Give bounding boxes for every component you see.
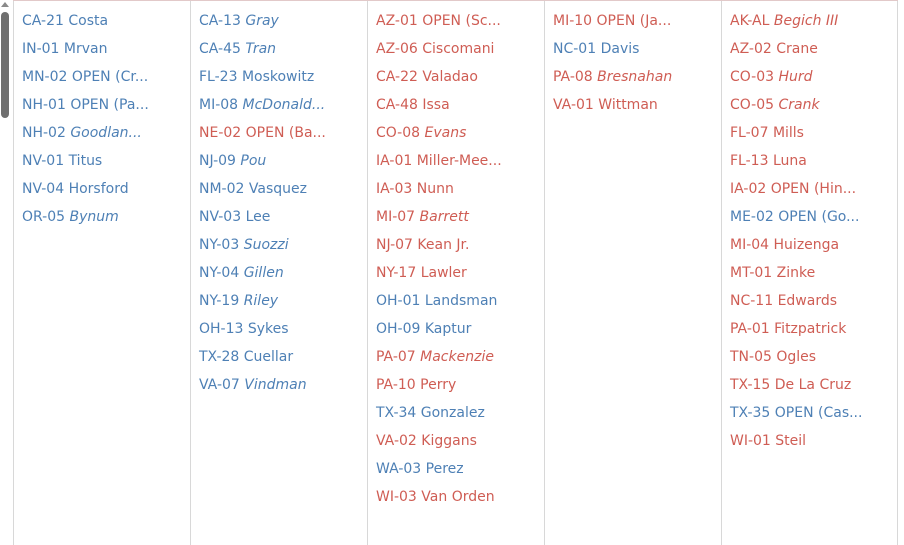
district-list-item[interactable] bbox=[722, 122, 885, 150]
candidate-name: Landsman bbox=[424, 293, 498, 309]
district-list-item[interactable] bbox=[191, 66, 354, 94]
candidate-name: Ciscomani bbox=[422, 41, 495, 57]
district-list-item[interactable] bbox=[722, 346, 885, 374]
candidate-name: OPEN (Go... bbox=[778, 209, 860, 225]
district-list-item[interactable] bbox=[191, 206, 354, 234]
district-list-item[interactable] bbox=[545, 10, 708, 38]
candidate-name: Kaptur bbox=[424, 321, 472, 337]
district-code: TX-35 bbox=[730, 405, 771, 421]
district-list-item[interactable] bbox=[545, 66, 708, 94]
district-list-item[interactable] bbox=[722, 178, 885, 206]
district-code: PA-07 bbox=[376, 349, 416, 365]
district-code: CA-45 bbox=[199, 41, 241, 57]
district-code: MI-10 bbox=[553, 13, 593, 29]
candidate-name: Suozzi bbox=[243, 237, 289, 253]
rating-column bbox=[367, 1, 544, 545]
district-code: TX-34 bbox=[376, 405, 417, 421]
district-code: CO-08 bbox=[376, 125, 421, 141]
district-code: NE-02 bbox=[199, 125, 242, 141]
district-list-item[interactable] bbox=[368, 94, 531, 122]
district-code: NJ-09 bbox=[199, 153, 236, 169]
district-code: TX-15 bbox=[730, 377, 771, 393]
district-code: AZ-06 bbox=[376, 41, 418, 57]
candidate-name: Luna bbox=[772, 153, 807, 169]
district-code: MN-02 bbox=[22, 69, 68, 85]
candidate-name: Wittman bbox=[598, 97, 658, 113]
candidate-name: Gillen bbox=[243, 265, 284, 281]
candidate-name: Vindman bbox=[244, 377, 307, 393]
candidate-name: OPEN (Ja... bbox=[596, 13, 672, 29]
candidate-name: McDonald... bbox=[242, 97, 326, 113]
district-code: NM-02 bbox=[199, 181, 245, 197]
district-code: CA-48 bbox=[376, 97, 418, 113]
candidate-name: OPEN (Pa... bbox=[70, 97, 149, 113]
district-list-item[interactable] bbox=[368, 122, 531, 150]
candidate-name: Perry bbox=[420, 377, 457, 393]
candidate-name: Titus bbox=[68, 153, 103, 169]
district-list-item[interactable] bbox=[191, 122, 354, 150]
district-list-item[interactable] bbox=[191, 178, 354, 206]
candidate-name: Kean Jr. bbox=[417, 237, 470, 253]
district-code: CA-13 bbox=[199, 13, 241, 29]
district-code: TN-05 bbox=[730, 349, 772, 365]
candidate-name: Zinke bbox=[776, 265, 816, 281]
district-list-item[interactable] bbox=[368, 486, 531, 514]
candidate-name: Lawler bbox=[420, 265, 467, 281]
district-code: NH-02 bbox=[22, 125, 66, 141]
candidate-name: Sykes bbox=[247, 321, 289, 337]
district-code: MT-01 bbox=[730, 265, 773, 281]
district-list-item[interactable] bbox=[722, 234, 885, 262]
district-list-item[interactable] bbox=[368, 374, 531, 402]
candidate-name: Lee bbox=[245, 209, 271, 225]
candidate-name: Crane bbox=[776, 41, 818, 57]
district-list-item[interactable] bbox=[14, 150, 177, 178]
candidate-name: Cuellar bbox=[243, 349, 294, 365]
district-code: WA-03 bbox=[376, 461, 422, 477]
candidate-name: Ogles bbox=[776, 349, 817, 365]
race-rating-columns bbox=[13, 1, 898, 545]
district-list-item[interactable] bbox=[722, 430, 885, 458]
district-code: CA-21 bbox=[22, 13, 64, 29]
district-code: NY-04 bbox=[199, 265, 240, 281]
district-code: NC-01 bbox=[553, 41, 597, 57]
candidate-name: OPEN (Sc... bbox=[422, 13, 501, 29]
candidate-name: Bresnahan bbox=[597, 69, 673, 85]
district-code: NY-19 bbox=[199, 293, 240, 309]
district-code: TX-28 bbox=[199, 349, 240, 365]
rating-column bbox=[13, 1, 190, 545]
district-code: IA-01 bbox=[376, 153, 413, 169]
district-list-item[interactable] bbox=[14, 38, 177, 66]
district-list-item[interactable] bbox=[722, 150, 885, 178]
candidate-name: Fitzpatrick bbox=[774, 321, 847, 337]
district-code: OH-13 bbox=[199, 321, 244, 337]
district-list-item[interactable] bbox=[14, 66, 177, 94]
district-code: OH-09 bbox=[376, 321, 421, 337]
candidate-name: OPEN (Hin... bbox=[770, 181, 857, 197]
district-code: NY-17 bbox=[376, 265, 417, 281]
district-list-item[interactable] bbox=[545, 94, 708, 122]
district-list-item[interactable] bbox=[191, 94, 354, 122]
district-code: NJ-07 bbox=[376, 237, 413, 253]
district-code: AK-AL bbox=[730, 13, 770, 29]
district-code: NV-01 bbox=[22, 153, 65, 169]
district-code: ME-02 bbox=[730, 209, 774, 225]
candidate-name: Tran bbox=[245, 41, 277, 57]
district-list-item[interactable] bbox=[368, 206, 531, 234]
candidate-name: OPEN (Cr... bbox=[71, 69, 149, 85]
district-list-item[interactable] bbox=[722, 402, 885, 430]
candidate-name: Gonzalez bbox=[420, 405, 485, 421]
candidate-name: Bynum bbox=[69, 209, 119, 225]
rating-column bbox=[544, 1, 721, 545]
district-list-item[interactable] bbox=[545, 38, 708, 66]
district-code: IA-02 bbox=[730, 181, 767, 197]
district-code: IN-01 bbox=[22, 41, 60, 57]
district-code: MI-07 bbox=[376, 209, 416, 225]
candidate-name: OPEN (Cas... bbox=[774, 405, 863, 421]
district-code: CO-03 bbox=[730, 69, 775, 85]
district-code: WI-03 bbox=[376, 489, 417, 505]
district-code: VA-01 bbox=[553, 97, 594, 113]
candidate-name: Begich III bbox=[773, 13, 839, 29]
district-code: PA-08 bbox=[553, 69, 593, 85]
district-list-item[interactable] bbox=[14, 206, 177, 234]
district-code: MI-08 bbox=[199, 97, 239, 113]
district-list-item[interactable] bbox=[191, 10, 354, 38]
district-list-item[interactable] bbox=[368, 346, 531, 374]
scrollbar-thumb[interactable] bbox=[1, 12, 9, 118]
district-code: NV-04 bbox=[22, 181, 65, 197]
rating-column bbox=[190, 1, 367, 545]
district-list-item[interactable] bbox=[14, 94, 177, 122]
candidate-name: Crank bbox=[778, 97, 820, 113]
district-list-item[interactable] bbox=[368, 402, 531, 430]
district-code: MI-04 bbox=[730, 237, 770, 253]
district-list-item[interactable] bbox=[722, 66, 885, 94]
district-code: NV-03 bbox=[199, 209, 242, 225]
district-list-item[interactable] bbox=[722, 262, 885, 290]
candidate-name: Davis bbox=[600, 41, 640, 57]
vertical-scrollbar[interactable] bbox=[0, 0, 12, 545]
district-list-item[interactable] bbox=[368, 318, 531, 346]
candidate-name: Nunn bbox=[416, 181, 454, 197]
district-code: OR-05 bbox=[22, 209, 66, 225]
candidate-name: Mills bbox=[772, 125, 804, 141]
candidate-name: Vasquez bbox=[248, 181, 307, 197]
district-list-item[interactable] bbox=[722, 94, 885, 122]
candidate-name: Kiggans bbox=[421, 433, 477, 449]
candidate-name: Goodlan... bbox=[70, 125, 142, 141]
district-code: PA-01 bbox=[730, 321, 770, 337]
district-list-item[interactable] bbox=[14, 178, 177, 206]
district-code: AZ-01 bbox=[376, 13, 418, 29]
district-list-item[interactable] bbox=[368, 10, 531, 38]
candidate-name: Issa bbox=[422, 97, 450, 113]
candidate-name: Valadao bbox=[422, 69, 478, 85]
district-list-item[interactable] bbox=[191, 262, 354, 290]
candidate-name: Evans bbox=[424, 125, 467, 141]
district-code: WI-01 bbox=[730, 433, 771, 449]
district-code: VA-07 bbox=[199, 377, 240, 393]
district-list-item[interactable] bbox=[14, 122, 177, 150]
district-list-item[interactable] bbox=[191, 234, 354, 262]
candidate-name: Moskowitz bbox=[241, 69, 315, 85]
district-list-item[interactable] bbox=[191, 346, 354, 374]
candidate-name: Mackenzie bbox=[420, 349, 494, 365]
district-code: VA-02 bbox=[376, 433, 417, 449]
candidate-name: OPEN (Ba... bbox=[245, 125, 326, 141]
district-code: AZ-02 bbox=[730, 41, 772, 57]
candidate-name: Edwards bbox=[777, 293, 838, 309]
district-list-item[interactable] bbox=[368, 38, 531, 66]
district-code: NH-01 bbox=[22, 97, 66, 113]
district-code: PA-10 bbox=[376, 377, 416, 393]
rating-column bbox=[721, 1, 898, 545]
district-code: NY-03 bbox=[199, 237, 240, 253]
candidate-name: Huizenga bbox=[773, 237, 840, 253]
candidate-name: Mrvan bbox=[63, 41, 108, 57]
district-code: IA-03 bbox=[376, 181, 413, 197]
scroll-up-arrow-icon[interactable] bbox=[1, 2, 9, 7]
district-list-item[interactable] bbox=[722, 318, 885, 346]
district-list-item[interactable] bbox=[722, 10, 885, 38]
district-code: FL-23 bbox=[199, 69, 238, 85]
district-code: CO-05 bbox=[730, 97, 775, 113]
candidate-name: Riley bbox=[243, 293, 279, 309]
district-code: NC-11 bbox=[730, 293, 774, 309]
district-list-item[interactable] bbox=[722, 290, 885, 318]
district-list-item[interactable] bbox=[368, 150, 531, 178]
candidate-name: Gray bbox=[245, 13, 279, 29]
district-list-item[interactable] bbox=[368, 458, 531, 486]
district-list-item[interactable] bbox=[368, 66, 531, 94]
candidate-name: Perez bbox=[425, 461, 464, 477]
candidate-name: Pou bbox=[240, 153, 267, 169]
candidate-name: Miller-Mee... bbox=[416, 153, 502, 169]
candidate-name: Hurd bbox=[778, 69, 813, 85]
district-code: FL-13 bbox=[730, 153, 769, 169]
district-list-item[interactable] bbox=[722, 206, 885, 234]
district-list-item[interactable] bbox=[368, 234, 531, 262]
district-code: CA-22 bbox=[376, 69, 418, 85]
candidate-name: Steil bbox=[775, 433, 807, 449]
candidate-name: De La Cruz bbox=[774, 377, 852, 393]
candidate-name: Barrett bbox=[419, 209, 469, 225]
district-list-item[interactable] bbox=[191, 290, 354, 318]
district-list-item[interactable] bbox=[368, 178, 531, 206]
district-code: OH-01 bbox=[376, 293, 421, 309]
district-list-item[interactable] bbox=[722, 38, 885, 66]
candidate-name: Van Orden bbox=[421, 489, 495, 505]
district-list-item[interactable] bbox=[368, 290, 531, 318]
district-code: FL-07 bbox=[730, 125, 769, 141]
candidate-name: Costa bbox=[68, 13, 109, 29]
district-list-item[interactable] bbox=[191, 38, 354, 66]
district-list-item[interactable] bbox=[368, 262, 531, 290]
district-list-item[interactable] bbox=[368, 430, 531, 458]
district-list-item[interactable] bbox=[191, 150, 354, 178]
district-list-item[interactable] bbox=[191, 318, 354, 346]
candidate-name: Horsford bbox=[68, 181, 129, 197]
district-list-item[interactable] bbox=[191, 374, 354, 402]
district-list-item[interactable] bbox=[722, 374, 885, 402]
district-list-item[interactable] bbox=[14, 10, 177, 38]
